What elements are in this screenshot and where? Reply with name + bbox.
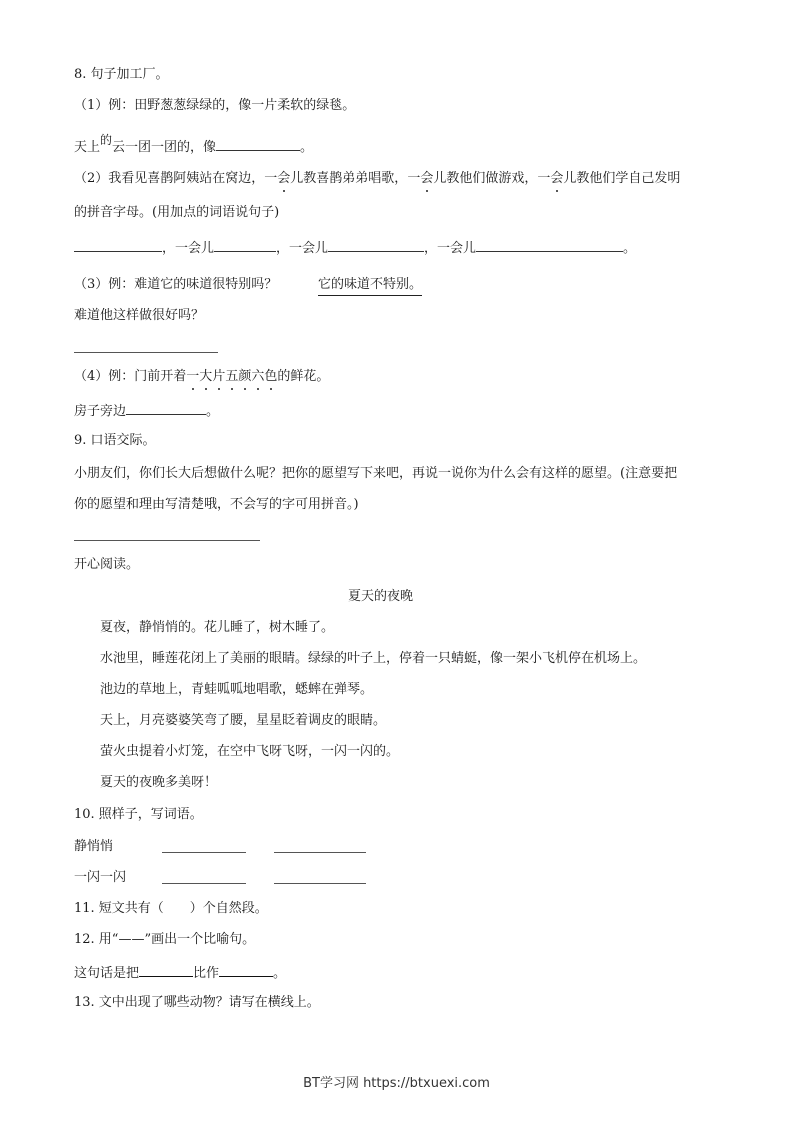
q10-word-1-blank-1[interactable]	[162, 852, 246, 853]
q8-p4-dotted-char: 五	[225, 369, 239, 384]
q8-p4-example-b: 的鲜花。	[277, 369, 330, 384]
footer-watermark: BT学习网 https://btxuexi.com	[303, 1076, 490, 1091]
q8-p4-answer-blank[interactable]	[126, 401, 206, 415]
q8-p1-task-sup: 的	[100, 133, 113, 147]
q12-task-end: 。	[273, 966, 287, 981]
q8-p1-task-b: 云一团一团的，像	[112, 140, 217, 155]
q8-p2-sep-3: ，一会儿	[424, 241, 477, 256]
q8-p2-dotted-word-1: 一会儿	[264, 171, 304, 186]
reading-paragraph-1: 夏夜，静悄悄的。花儿睡了，树木睡了。	[100, 620, 335, 635]
q8-p3-example: （3）例：难道它的味道很特别吗？	[74, 277, 278, 292]
q8-p2-line1-b: 教喜鹊弟弟唱歌，	[303, 171, 408, 186]
q8-p1-example: （1）例：田野葱葱绿绿的，像一片柔软的绿毯。	[74, 98, 356, 113]
reading-paragraph-6: 夏天的夜晚多美呀！	[100, 775, 218, 790]
q12-blank-1[interactable]	[139, 963, 193, 977]
q12-task-a: 这句话是把	[74, 966, 140, 981]
q13-text: 13. 文中出现了哪些动物？请写在横线上。	[74, 995, 320, 1010]
reading-title: 夏天的夜晚	[348, 589, 414, 604]
q8-p4-example	[74, 368, 329, 386]
q8-p4-dotted-char: 六	[251, 369, 265, 384]
q8-p4-dotted-char: 一	[186, 369, 200, 384]
q10-word-1-blank-2[interactable]	[274, 852, 366, 853]
q10-word-2-blank-2[interactable]	[274, 883, 366, 884]
q8-p2-line1-c: 教他们做游戏，	[446, 171, 538, 186]
q8-p2-line1-d: 教他们学自己发明	[576, 171, 681, 186]
q8-p2-blank-4[interactable]	[476, 238, 623, 252]
q8-p2-blank-1[interactable]	[74, 238, 162, 252]
q10-word-1: 静悄悄	[74, 839, 114, 854]
q9-answer-line[interactable]	[74, 540, 260, 541]
q8-p1-task-end: 。	[300, 140, 314, 155]
q8-p4-example-a: （4）例：门前开着	[74, 369, 187, 384]
q8-p4-dotted-words	[186, 369, 277, 384]
q8-p1-answer-blank[interactable]	[216, 137, 300, 151]
q8-p2-dotted-word-3: 一会儿	[537, 171, 577, 186]
reading-paragraph-3: 池边的草地上，青蛙呱呱地唱歌，蟋蟀在弹琴。	[100, 682, 374, 697]
q12-task	[74, 963, 286, 983]
q9-line2: 你的愿望和理由写清楚哦，不会写的字可用拼音。)	[74, 497, 359, 512]
q8-p2-blank-2[interactable]	[214, 238, 276, 252]
q8-p4-dotted-char: 片	[212, 369, 226, 384]
q8-p2-line2: 的拼音字母。(用加点的词语说句子)	[74, 205, 280, 220]
q8-p4-dotted-char: 颜	[238, 369, 252, 384]
q8-p2-line1	[74, 170, 680, 188]
q12-task-b: 比作	[193, 966, 220, 981]
q9-line1: 小朋友们，你们长大后想做什么呢？把你的愿望写下来吧，再说一说你为什么会有这样的愿望。(注意要把	[74, 466, 678, 481]
q8-p4-dotted-char: 大	[199, 369, 213, 384]
q8-p2-sep-2: ，一会儿	[276, 241, 329, 256]
q12-blank-2[interactable]	[219, 963, 273, 977]
q8-p2-blank-3[interactable]	[328, 238, 424, 252]
q8-p4-task	[74, 401, 219, 421]
q8-p3-answer-line[interactable]	[74, 352, 218, 353]
q12-title: 12. 用“——”画出一个比喻句。	[74, 932, 256, 947]
q8-p4-task-a: 房子旁边	[74, 404, 127, 419]
q8-p3-example-answer: 它的味道不特别。	[318, 276, 422, 296]
q8-p2-answer-end: 。	[623, 241, 637, 256]
q8-p3-task: 难道他这样做很好吗？	[74, 308, 205, 323]
reading-heading: 开心阅读。	[74, 557, 140, 572]
reading-paragraph-4: 天上，月亮婆婆笑弯了腰，星星眨着调皮的眼睛。	[100, 713, 387, 728]
q8-p1-task	[74, 133, 314, 157]
q8-p1-task-a: 天上	[74, 140, 101, 155]
q10-title: 10. 照样子，写词语。	[74, 807, 203, 822]
q10-word-2: 一闪一闪	[74, 870, 127, 885]
q10-word-2-blank-1[interactable]	[162, 883, 246, 884]
q8-p2-dotted-word-2: 一会儿	[407, 171, 447, 186]
q8-p2-sep-1: ，一会儿	[162, 241, 215, 256]
q8-p2-line1-a: （2）我看见喜鹊阿姨站在窝边，	[74, 171, 265, 186]
q8-p4-dotted-char: 色	[264, 369, 278, 384]
reading-paragraph-5: 萤火虫提着小灯笼，在空中飞呀飞呀，一闪一闪的。	[100, 744, 400, 759]
q8-p4-task-end: 。	[206, 404, 220, 419]
reading-paragraph-2: 水池里，睡莲花闭上了美丽的眼睛。绿绿的叶子上，停着一只蜻蜓，像一架小飞机停在机场上。	[100, 651, 647, 666]
q8-title: 8. 句子加工厂。	[74, 67, 169, 82]
q9-title: 9. 口语交际。	[74, 433, 156, 448]
q8-p2-answer-line	[74, 238, 636, 258]
q11-text: 11. 短文共有（ ）个自然段。	[74, 901, 268, 916]
